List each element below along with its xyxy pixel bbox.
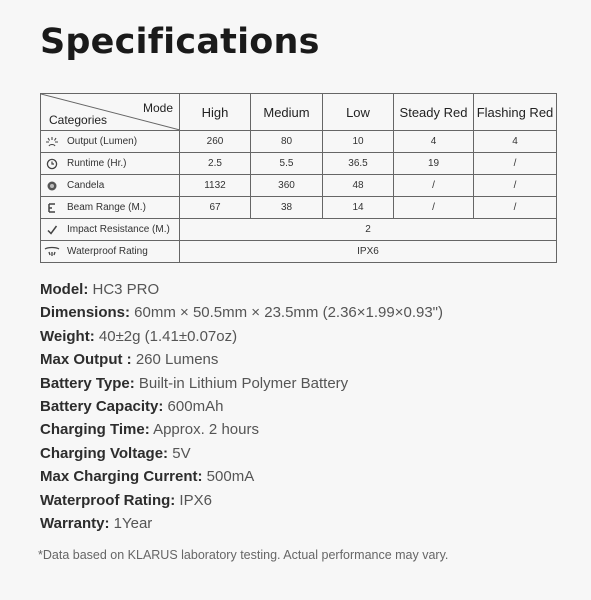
- table-row: [41, 197, 557, 219]
- table-cell: 38: [251, 197, 323, 219]
- spec-key: Waterproof Rating:: [40, 491, 176, 509]
- table-cell: 14: [323, 197, 394, 219]
- table-cell: 48: [323, 175, 394, 197]
- spec-key: Charging Voltage:: [40, 444, 169, 462]
- spec-value: 600mAh: [163, 397, 224, 415]
- spec-item: [40, 325, 443, 348]
- table-row: [41, 241, 557, 263]
- spec-key: Charging Time:: [40, 421, 150, 439]
- category-cell: [41, 219, 180, 241]
- spec-key: Max Output :: [40, 351, 132, 369]
- mode-label: Mode: [142, 101, 173, 115]
- spec-value: HC3 PRO: [88, 281, 160, 298]
- spec-item: [40, 442, 443, 465]
- table-cell: 360: [251, 175, 323, 197]
- spec-value: IPX6: [175, 491, 212, 509]
- spec-value: 40±2g (1.41±0.07oz): [94, 327, 238, 345]
- spec-key: Weight:: [40, 327, 95, 345]
- categories-label: Categories: [49, 113, 108, 127]
- table-cell: /: [474, 175, 557, 197]
- table-cell: 4: [394, 131, 474, 153]
- table-cell: 260: [180, 131, 251, 153]
- table-cell: 4: [474, 131, 557, 153]
- category-cell: [41, 241, 180, 263]
- category-label: Beam Range (M.): [67, 202, 146, 213]
- spec-value: Approx. 2 hours: [149, 421, 259, 439]
- table-cell: 1132: [180, 175, 251, 197]
- spec-item: [40, 489, 443, 512]
- spec-key: Battery Type:: [40, 374, 135, 392]
- spec-value: 60mm × 50.5mm × 23.5mm (2.36×1.99×0.93"): [130, 304, 444, 322]
- spec-item: [40, 395, 443, 418]
- mode-header: Low: [323, 94, 394, 131]
- spec-item: [40, 465, 443, 488]
- category-cell: [41, 197, 180, 219]
- spec-item: [40, 418, 443, 441]
- spec-item: [40, 278, 443, 301]
- spec-value: 260 Lumens: [131, 351, 219, 369]
- category-cell: [41, 131, 180, 153]
- table-cell: /: [394, 175, 474, 197]
- spec-item: [40, 348, 443, 371]
- category-cell: [41, 175, 180, 197]
- table-cell: 80: [251, 131, 323, 153]
- spec-value: 1Year: [109, 514, 153, 532]
- beam-range-icon: [41, 202, 63, 214]
- spec-key: Max Charging Current:: [40, 468, 203, 486]
- mode-header: High: [180, 94, 251, 131]
- table-row: [41, 175, 557, 197]
- corner-cell: [41, 94, 180, 131]
- table-row: [41, 131, 557, 153]
- mode-header: Steady Red: [394, 94, 474, 131]
- clock-icon: [41, 158, 63, 170]
- mode-header: Flashing Red: [474, 94, 557, 131]
- category-cell: [41, 153, 180, 175]
- table-cell: /: [394, 197, 474, 219]
- mode-header: Medium: [251, 94, 323, 131]
- table-cell: 2.5: [180, 153, 251, 175]
- table-cell: 19: [394, 153, 474, 175]
- table-cell: /: [474, 153, 557, 175]
- footnote: *Data based on KLARUS laboratory testing. Actual performance may vary.: [38, 548, 449, 562]
- spec-key: Model:: [40, 281, 89, 298]
- spec-list: [40, 278, 443, 535]
- category-label: Output (Lumen): [67, 136, 138, 147]
- table-cell: 10: [323, 131, 394, 153]
- table-cell: 36.5: [323, 153, 394, 175]
- spec-value: 500mA: [202, 468, 255, 486]
- sun-rays-icon: [41, 136, 63, 148]
- check-icon: [41, 224, 63, 236]
- table-header-row: [41, 94, 557, 131]
- category-label: Runtime (Hr.): [67, 158, 127, 169]
- spec-item: [40, 372, 443, 395]
- spec-item: [40, 301, 443, 324]
- spec-key: Dimensions:: [40, 304, 131, 322]
- spec-value: Built-in Lithium Polymer Battery: [134, 374, 349, 392]
- table-row: [41, 153, 557, 175]
- category-label: Candela: [67, 180, 105, 191]
- table-cell: IPX6: [180, 241, 557, 263]
- spec-value: 5V: [168, 444, 191, 462]
- category-label: Impact Resistance (M.): [67, 224, 170, 235]
- category-label: Waterproof Rating: [67, 246, 148, 257]
- water-drops-icon: [41, 246, 63, 258]
- page-title: Specifications: [40, 22, 320, 62]
- table-cell: 67: [180, 197, 251, 219]
- table-row: [41, 219, 557, 241]
- table-cell: /: [474, 197, 557, 219]
- table-cell: 5.5: [251, 153, 323, 175]
- spec-key: Warranty:: [40, 514, 110, 532]
- spec-table: [40, 93, 557, 263]
- table-cell: 2: [180, 219, 557, 241]
- spec-item: [40, 512, 443, 535]
- spec-key: Battery Capacity:: [40, 397, 164, 415]
- candela-icon: [41, 180, 63, 192]
